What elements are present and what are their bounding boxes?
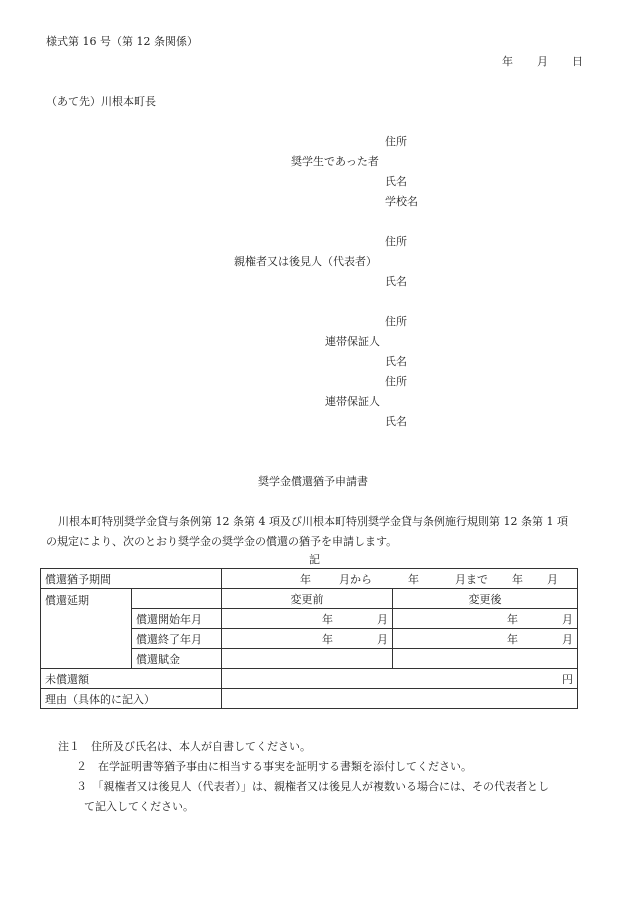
student-address-label: 住所: [385, 135, 407, 148]
ki-label: 記: [309, 553, 320, 566]
repayment-start-label: 償還開始年月: [132, 609, 222, 629]
table-row-unpaid: [41, 669, 578, 689]
start-after-field[interactable]: [393, 609, 578, 629]
postponement-label: 償還延期: [41, 589, 132, 669]
table-row-postponement: [41, 589, 578, 609]
start-before-field[interactable]: [222, 609, 393, 629]
period-year3: 年: [512, 572, 523, 586]
guarantor2-role-label: 連帯保証人: [325, 395, 380, 408]
date-month-label: 月: [537, 55, 548, 68]
addressee: （あて先）川根本町長: [46, 95, 156, 108]
guarantor1-address-label: 住所: [385, 315, 407, 328]
end-after-field[interactable]: [393, 629, 578, 649]
student-role-label: 奨学生であった者: [291, 155, 379, 168]
start-before-year: 年: [322, 612, 333, 626]
installment-label: 償還賦金: [132, 649, 222, 669]
reason-label: 理由（具体的に記入）: [41, 689, 222, 709]
postponement-blank-cell: [132, 589, 222, 609]
installment-after-field[interactable]: [393, 649, 578, 669]
start-after-month: 月: [562, 612, 573, 626]
student-name-label: 氏名: [385, 175, 407, 188]
deferment-period-field[interactable]: [222, 569, 578, 589]
end-after-month: 月: [562, 632, 573, 646]
end-before-month: 月: [377, 632, 388, 646]
note-3-line2: て記入してください。: [84, 800, 194, 813]
body-text-line2: の規定により、次のとおり奨学金の奨学金の償還の猶予を申請します。: [46, 535, 398, 548]
after-change-header: 変更後: [393, 589, 578, 609]
application-table: [40, 568, 578, 709]
guarantor1-role-label: 連帯保証人: [325, 335, 380, 348]
note-2: ２ 在学証明書等猶予事由に相当する事実を証明する書類を添付してください。: [76, 760, 472, 773]
before-change-header: 変更前: [222, 589, 393, 609]
start-after-year: 年: [507, 612, 518, 626]
date-day-label: 日: [572, 55, 583, 68]
period-until: 月まで: [455, 572, 488, 586]
guardian-role-label: 親権者又は後見人（代表者）: [234, 255, 377, 268]
unpaid-amount-unit: 円: [562, 672, 573, 686]
guardian-name-label: 氏名: [385, 275, 407, 288]
date-year-label: 年: [502, 55, 513, 68]
form-number: 様式第 16 号（第 12 条関係）: [46, 35, 198, 48]
period-month3: 月: [547, 572, 558, 586]
period-year2: 年: [408, 572, 419, 586]
end-before-year: 年: [322, 632, 333, 646]
period-year1: 年: [300, 572, 311, 586]
table-row-reason: [41, 689, 578, 709]
unpaid-amount-label: 未償還額: [41, 669, 222, 689]
body-text-line1: 川根本町特別奨学金貸与条例第 12 条第 4 項及び川根本町特別奨学金貸与条例施行規則第 12 条第 1 項: [58, 515, 568, 528]
note-1: 注１ 住所及び氏名は、本人が自書してください。: [58, 740, 311, 753]
repayment-end-label: 償還終了年月: [132, 629, 222, 649]
period-from: 月から: [339, 572, 372, 586]
unpaid-amount-field[interactable]: [222, 669, 578, 689]
guarantor1-name-label: 氏名: [385, 355, 407, 368]
installment-before-field[interactable]: [222, 649, 393, 669]
end-after-year: 年: [507, 632, 518, 646]
deferment-period-label: 償還猶予期間: [41, 569, 222, 589]
start-before-month: 月: [377, 612, 388, 626]
document-title: 奨学金償還猶予申請書: [258, 475, 368, 488]
guarantor2-address-label: 住所: [385, 375, 407, 388]
guardian-address-label: 住所: [385, 235, 407, 248]
student-school-label: 学校名: [385, 195, 418, 208]
note-3-line1: ３ 「親権者又は後見人（代表者）」は、親権者又は後見人が複数いる場合には、その代表者とし: [76, 780, 549, 793]
end-before-field[interactable]: [222, 629, 393, 649]
table-row-deferment-period: [41, 569, 578, 589]
guarantor2-name-label: 氏名: [385, 415, 407, 428]
reason-field[interactable]: [222, 689, 578, 709]
